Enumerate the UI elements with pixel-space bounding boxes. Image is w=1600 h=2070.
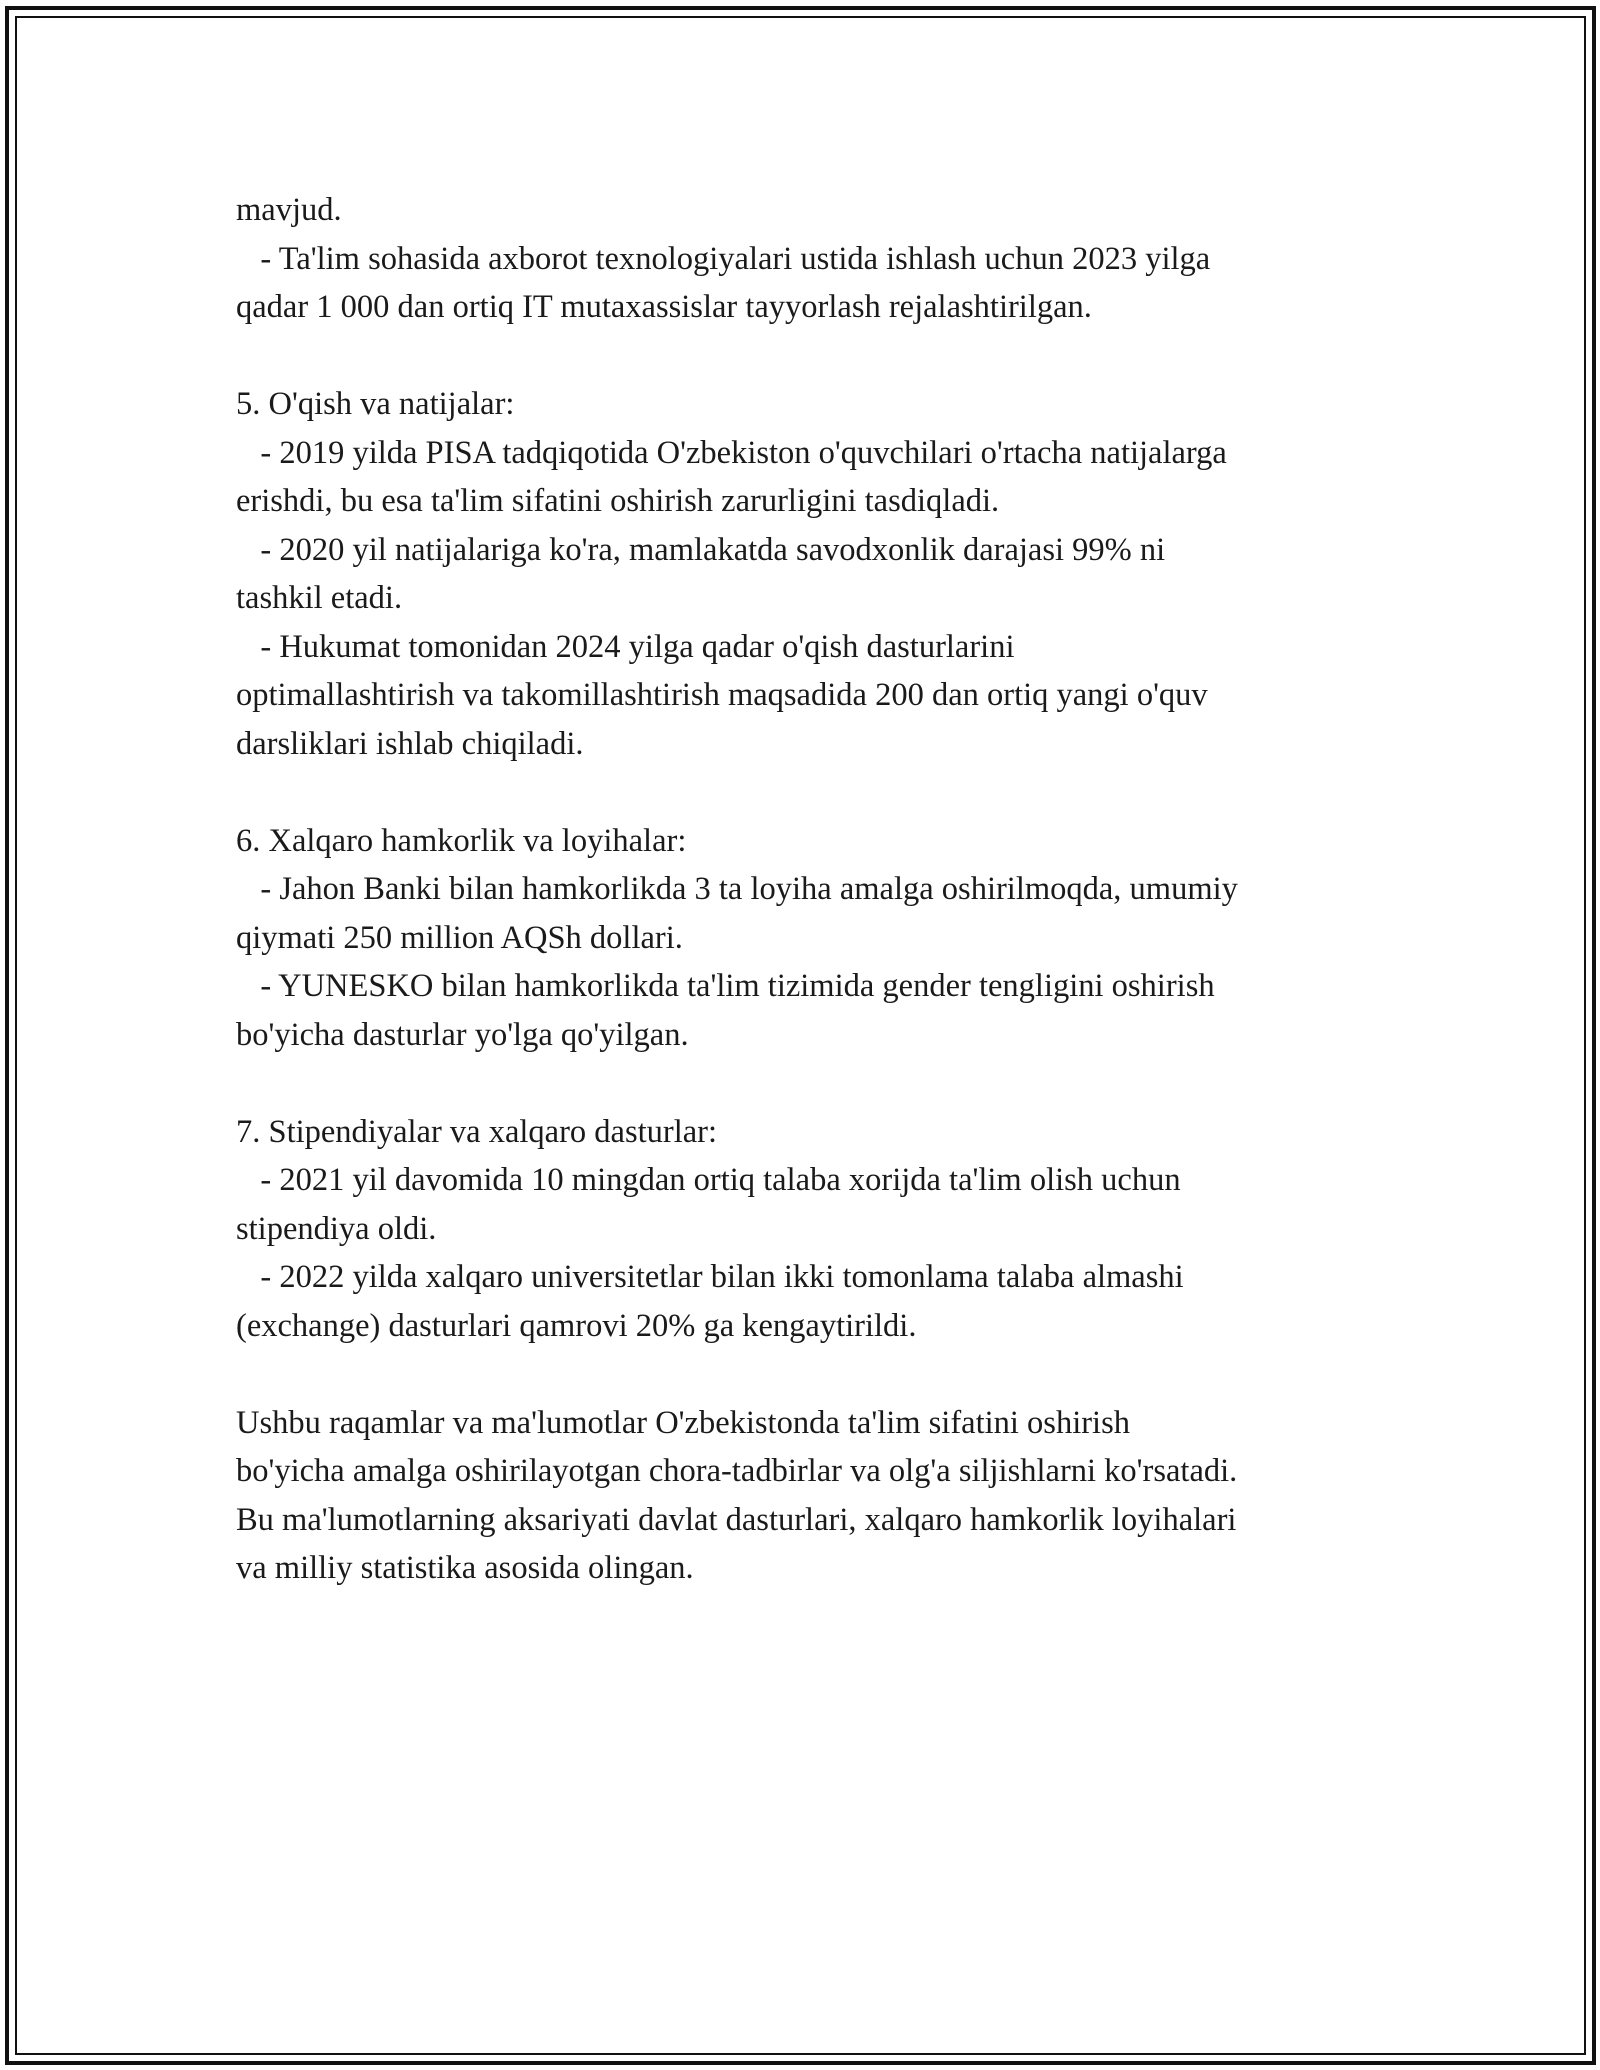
section-6-line: qiymati 250 million AQSh dollari. [236,919,683,956]
section-7-heading: 7. Stipendiyalar va xalqaro dasturlar: [236,1113,718,1150]
section-5-line: darsliklari ishlab chiqiladi. [236,725,584,762]
paragraph-gap [236,332,1416,381]
section-5-line: erishdi, bu esa ta'lim sifatini oshirish zarurligini tasdiqladi. [236,483,1000,519]
section-5-heading: 5. O'qish va natijalar: [236,386,515,422]
section-5-line: tashkil etadi. [236,580,403,616]
section-7-line: stipendiya oldi. [236,1210,437,1247]
paragraph-gap [236,1059,1416,1108]
section-5-line: - 2019 yilda PISA tadqiqotida O'zbekiston o'quvchilari o'rtacha natijalarga [236,434,1227,471]
section-7-line: - 2022 yilda xalqaro universitetlar bilan ikki tomonlama talaba almashi [236,1259,1184,1295]
intro-bullet-line: qadar 1 000 dan ortiq IT mutaxassislar tayyorlash rejalashtirilgan. [236,289,1092,325]
document-body [236,186,1416,1593]
section-6-heading: 6. Xalqaro hamkorlik va loyihalar: [236,822,687,859]
conclusion-line: Bu ma'lumotlarning aksariyati davlat dasturlari, xalqaro hamkorlik loyihalari [236,1501,1237,1538]
section-7-line: - 2021 yil davomida 10 mingdan ortiq talaba xorijda ta'lim olish uchun [236,1162,1181,1198]
conclusion-line: bo'yicha amalga oshirilayotgan chora-tadbirlar va olg'a siljishlarni ko'rsatadi. [236,1453,1238,1489]
intro-continuation: mavjud. [236,192,342,228]
paragraph-gap [236,768,1416,817]
intro-bullet-line: - Ta'lim sohasida axborot texnologiyalari ustida ishlash uchun 2023 yilga [236,240,1211,277]
section-5-line: - Hukumat tomonidan 2024 yilga qadar o'qish dasturlarini [236,628,1015,665]
conclusion-line: va milliy statistika asosida olingan. [236,1550,694,1586]
section-6-line: - YUNESKO bilan hamkorlikda ta'lim tizimida gender tengligini oshirish [236,968,1215,1004]
section-7-line: (exchange) dasturlari qamrovi 20% ga kengaytirildi. [236,1307,917,1344]
section-5-line: - 2020 yil natijalariga ko'ra, mamlakatda savodxonlik darajasi 99% ni [236,531,1166,568]
section-5-line: optimallashtirish va takomillashtirish maqsadida 200 dan ortiq yangi o'quv [236,677,1208,713]
paragraph-gap [236,1350,1416,1399]
section-6-line: - Jahon Banki bilan hamkorlikda 3 ta loyiha amalga oshirilmoqda, umumiy [236,871,1238,907]
conclusion-line: Ushbu raqamlar va ma'lumotlar O'zbekistonda ta'lim sifatini oshirish [236,1404,1130,1441]
section-6-line: bo'yicha dasturlar yo'lga qo'yilgan. [236,1016,689,1053]
